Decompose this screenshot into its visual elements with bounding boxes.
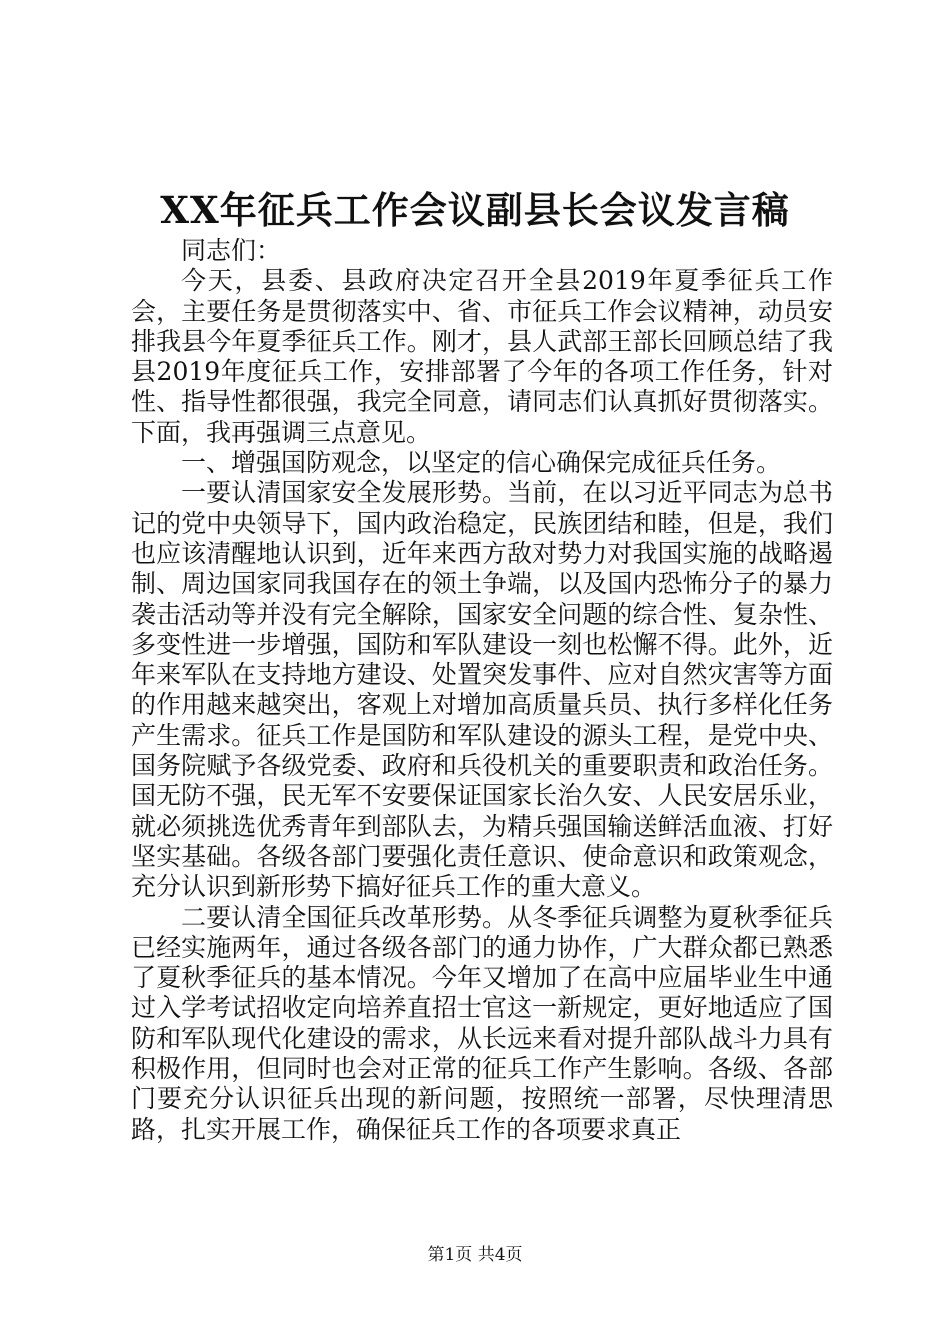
- paragraph-salutation: 同志们：: [181, 236, 282, 265]
- document-body: [131, 236, 833, 1145]
- paragraph-intro: 今天，县委、县政府决定召开全县2019年夏季征兵工作会，主要任务是贯彻落实中、省、市征兵工作会议精神，动员安排我县今年夏季征兵工作。刚才，县人武部王部长回顾总结了我县2019年度征兵工作，安排部署了今年的各项工作任务，针对性、指导性都很强，我完全同意，请同志们认真抓好贯彻落实。下面，我再强调三点意见。: [131, 266, 833, 447]
- paragraph-point-2: 二要认清全国征兵改革形势。从冬季征兵调整为夏秋季征兵已经实施两年，通过各级各部门的通力协作，广大群众都已熟悉了夏秋季征兵的基本情况。今年又增加了在高中应届毕业生中通过入学考试招收定向培养直招士官这一新规定，更好地适应了国防和军队现代化建设的需求，从长远来看对提升部队战斗力具有积极作用，但同时也会对正常的征兵工作产生影响。各级、各部门要充分认识征兵出现的新问题，按照统一部署，尽快理清思路，扎实开展工作，确保征兵工作的各项要求真正: [131, 902, 833, 1144]
- paragraph-point-1: 一要认清国家安全发展形势。当前，在以习近平同志为总书记的党中央领导下，国内政治稳定，民族团结和睦，但是，我们也应该清醒地认识到，近年来西方敌对势力对我国实施的战略遏制、周边国家同我国存在的领土争端，以及国内恐怖分子的暴力袭击活动等并没有完全解除，国家安全问题的综合性、复杂性、多变性进一步增强，国防和军队建设一刻也松懈不得。此外，近年来军队在支持地方建设、处置突发事件、应对自然灾害等方面的作用越来越突出，客观上对增加高质量兵员、执行多样化任务产生需求。征兵工作是国防和军队建设的源头工程，是党中央、国务院赋予各级党委、政府和兵役机关的重要职责和政治任务。国无防不强，民无军不安要保证国家长治久安、人民安居乐业，就必须挑选优秀青年到部队去，为精兵强国输送鲜活血液、打好坚实基础。各级各部门要强化责任意识、使命意识和政策观念，充分认识到新形势下搞好征兵工作的重大意义。: [131, 478, 833, 902]
- paragraph-section-heading-1: 一、增强国防观念，以坚定的信心确保完成征兵任务。: [181, 448, 782, 478]
- page-footer: 第1页 共4页: [427, 1245, 523, 1265]
- document-title: XX年征兵工作会议副县长会议发言稿: [160, 188, 790, 232]
